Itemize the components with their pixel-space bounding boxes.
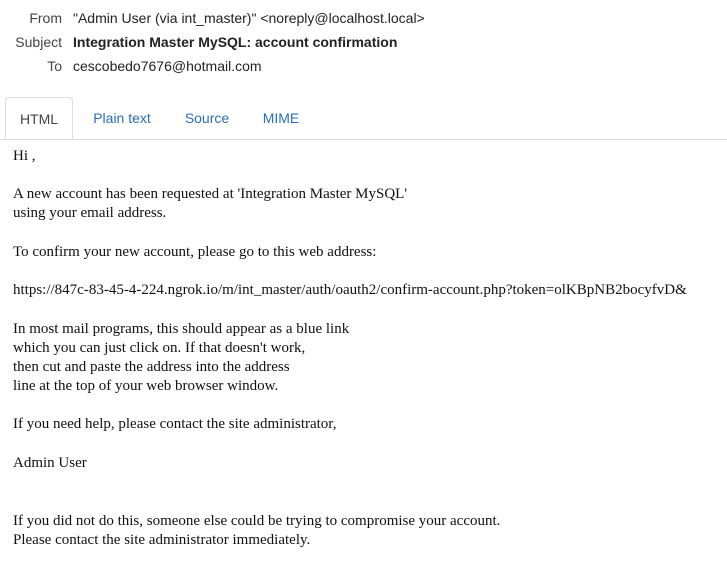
paragraph-line: line at the top of your web browser window.	[13, 378, 279, 394]
from-value: "Admin User (via int_master)" <noreply@localhost.local>	[73, 10, 425, 26]
paragraph-line: If you did not do this, someone else could be trying to compromise your account.	[13, 513, 501, 529]
paragraph-line: then cut and paste the address into the address	[13, 359, 290, 375]
to-label: To	[47, 58, 62, 74]
paragraph-line: If you need help, please contact the site administrator,	[13, 416, 337, 432]
greeting: Hi ,	[13, 148, 36, 164]
paragraph-line: To confirm your new account, please go to this web address:	[13, 244, 377, 260]
from-label: From	[29, 10, 62, 26]
view-tabs	[0, 97, 727, 140]
email-body	[13, 145, 727, 550]
tab-source[interactable]: Source	[184, 110, 230, 126]
signature: Admin User	[13, 455, 87, 471]
tab-html[interactable]: HTML	[5, 97, 73, 139]
subject-label: Subject	[15, 34, 62, 50]
paragraph-line: In most mail programs, this should appear as a blue link	[13, 321, 350, 337]
paragraph-line: A new account has been requested at 'Integration Master MySQL'	[13, 186, 408, 202]
tab-mime[interactable]: MIME	[262, 110, 300, 126]
paragraph-line: using your email address.	[13, 205, 167, 221]
confirm-url[interactable]: https://847c-83-45-4-224.ngrok.io/m/int_master/auth/oauth2/confirm-account.php?token=olKBpNB2bocyfvD&	[13, 282, 687, 298]
subject-value: Integration Master MySQL: account confirmation	[73, 34, 398, 50]
to-value: cescobedo7676@hotmail.com	[73, 58, 262, 74]
paragraph-line: Please contact the site administrator immediately.	[13, 532, 311, 548]
tab-plain-text[interactable]: Plain text	[93, 110, 151, 126]
paragraph-line: which you can just click on. If that doesn't work,	[13, 340, 306, 356]
